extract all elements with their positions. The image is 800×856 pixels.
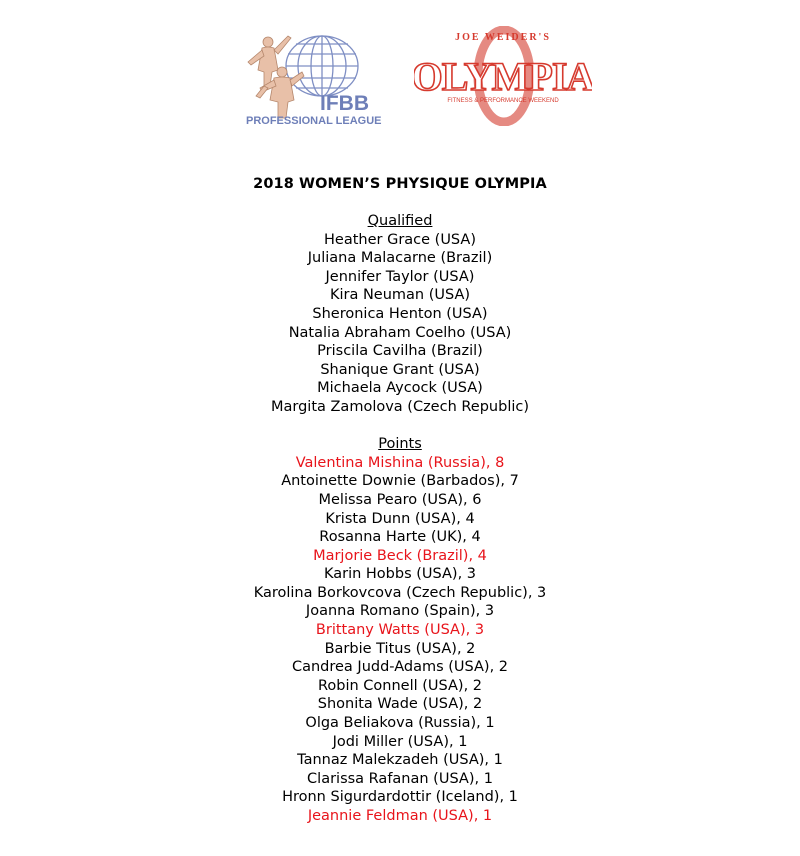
qualified-heading: Qualified: [367, 213, 433, 229]
list-item: Brittany Watts (USA), 3: [315, 622, 485, 639]
list-item: Jodi Miller (USA), 1: [332, 733, 468, 750]
list-item: Melissa Pearo (USA), 6: [318, 491, 482, 508]
ifbb-logo-subtext: PROFESSIONAL LEAGUE: [246, 115, 382, 127]
ifbb-logo-text: IFBB: [320, 92, 369, 115]
list-item: Natalia Abraham Coelho (USA): [288, 324, 512, 341]
list-item: Heather Grace (USA): [324, 231, 476, 248]
list-item: Barbie Titus (USA), 2: [324, 640, 476, 657]
list-item: Hronn Sigurdardottir (Iceland), 1: [282, 789, 518, 806]
page-title: 2018 WOMEN’S PHYSIQUE OLYMPIA: [253, 176, 547, 192]
olympia-logo: [414, 26, 592, 126]
list-item: Shonita Wade (USA), 2: [317, 696, 483, 713]
list-item: Margita Zamolova (Czech Republic): [270, 398, 530, 415]
list-item: Jeannie Feldman (USA), 1: [307, 808, 493, 824]
list-item: Shanique Grant (USA): [320, 361, 480, 378]
olympia-logo-subtext: FITNESS & PERFORMANCE WEEKEND: [447, 98, 559, 104]
list-item: Kira Neuman (USA): [329, 287, 471, 304]
olympia-logo-top-text: JOE WEIDER'S: [455, 32, 551, 43]
results-list: [0, 212, 800, 826]
list-item: Marjorie Beck (Brazil), 4: [313, 547, 487, 564]
list-item: Sheronica Henton (USA): [312, 305, 488, 322]
list-item: Clarissa Rafanan (USA), 1: [307, 770, 493, 787]
olympia-logo-text: OLYMPIA: [414, 54, 592, 99]
list-item: Karolina Borkovcova (Czech Republic), 3: [253, 584, 547, 601]
list-item: Candrea Judd-Adams (USA), 2: [291, 659, 509, 676]
ifbb-pro-league-logo: [238, 26, 390, 130]
list-item: Karin Hobbs (USA), 3: [323, 566, 477, 583]
list-item: Krista Dunn (USA), 4: [325, 510, 475, 527]
list-item: Rosanna Harte (UK), 4: [319, 529, 481, 546]
list-item: Valentina Mishina (Russia), 8: [295, 454, 505, 471]
list-item: Joanna Romano (Spain), 3: [305, 603, 495, 620]
list-item: Olga Beliakova (Russia), 1: [305, 715, 495, 732]
list-item: Antoinette Downie (Barbados), 7: [281, 473, 519, 490]
points-list: [0, 454, 800, 826]
qualified-list: [0, 231, 800, 417]
list-item: Tannaz Malekzadeh (USA), 1: [297, 752, 503, 769]
list-item: Priscila Cavilha (Brazil): [317, 343, 483, 360]
list-item: Jennifer Taylor (USA): [325, 268, 475, 285]
list-item: Michaela Aycock (USA): [317, 380, 483, 397]
section-spacer: [0, 417, 800, 436]
list-item: Robin Connell (USA), 2: [317, 677, 483, 694]
points-heading: Points: [378, 436, 422, 453]
list-item: Juliana Malacarne (Brazil): [307, 250, 493, 267]
